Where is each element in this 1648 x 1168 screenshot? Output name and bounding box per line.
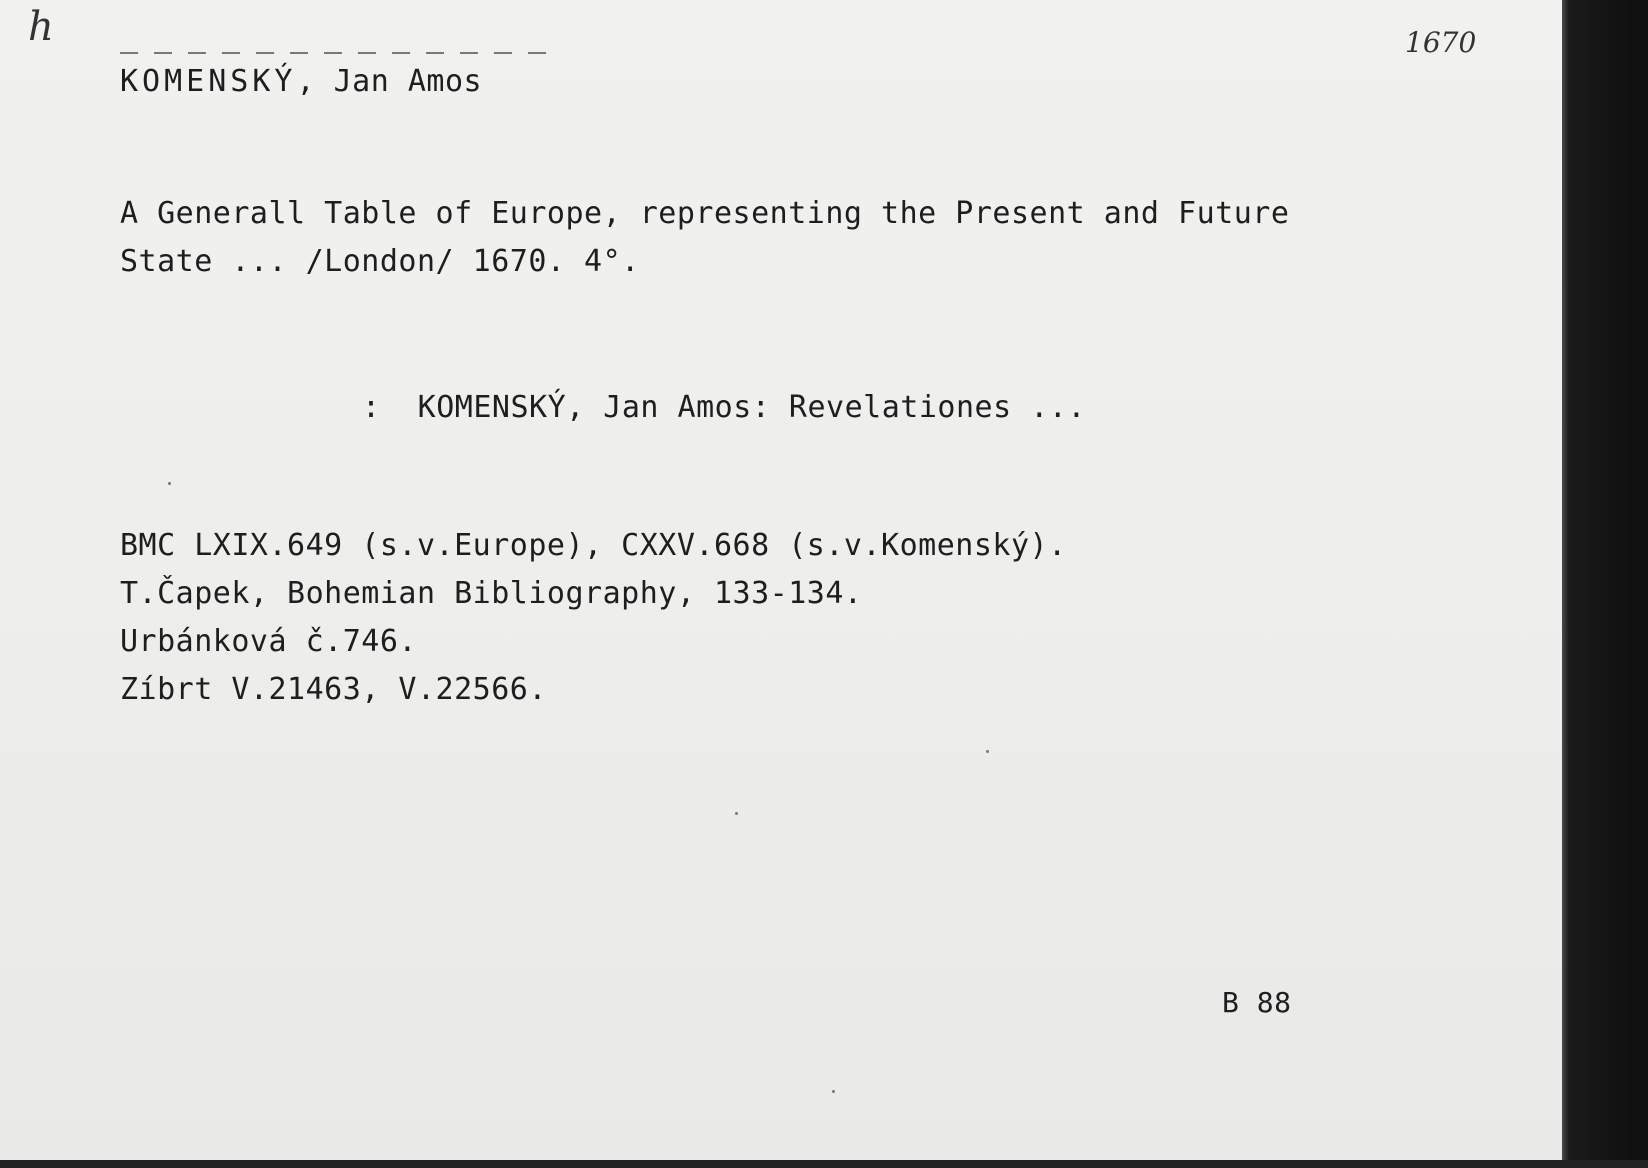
handwritten-year: 1670 (1405, 26, 1477, 59)
reference-line: T.Čapek, Bohemian Bibliography, 133-134. (120, 576, 863, 611)
title-line: State ... /London/ 1670. 4°. (120, 244, 640, 279)
reference-line: Urbánková č.746. (120, 624, 417, 659)
reference-line: BMC LXIX.649 (s.v.Europe), CXXV.668 (s.v.Komenský). (120, 528, 1067, 563)
heading-underline-dashes (120, 52, 560, 54)
paper-speck (735, 812, 738, 815)
title-line: A Generall Table of Europe, representing the Present and Future (120, 196, 1290, 231)
call-number: B 88 (1222, 986, 1292, 1019)
margin-handwritten-mark: h (28, 4, 54, 50)
cross-reference: : KOMENSKÝ, Jan Amos: Revelationes ... (362, 390, 1086, 425)
author-heading (120, 64, 482, 99)
author-surname: KOMENSKÝ (120, 64, 297, 99)
reference-line: Zíbrt V.21463, V.22566. (120, 672, 547, 707)
paper-speck (832, 1090, 835, 1093)
paper-speck (986, 750, 989, 753)
paper-speck (168, 482, 171, 485)
author-given-names: , Jan Amos (296, 64, 483, 99)
scan-dark-edge (1562, 0, 1648, 1168)
scan-bottom-edge (0, 1160, 1648, 1168)
